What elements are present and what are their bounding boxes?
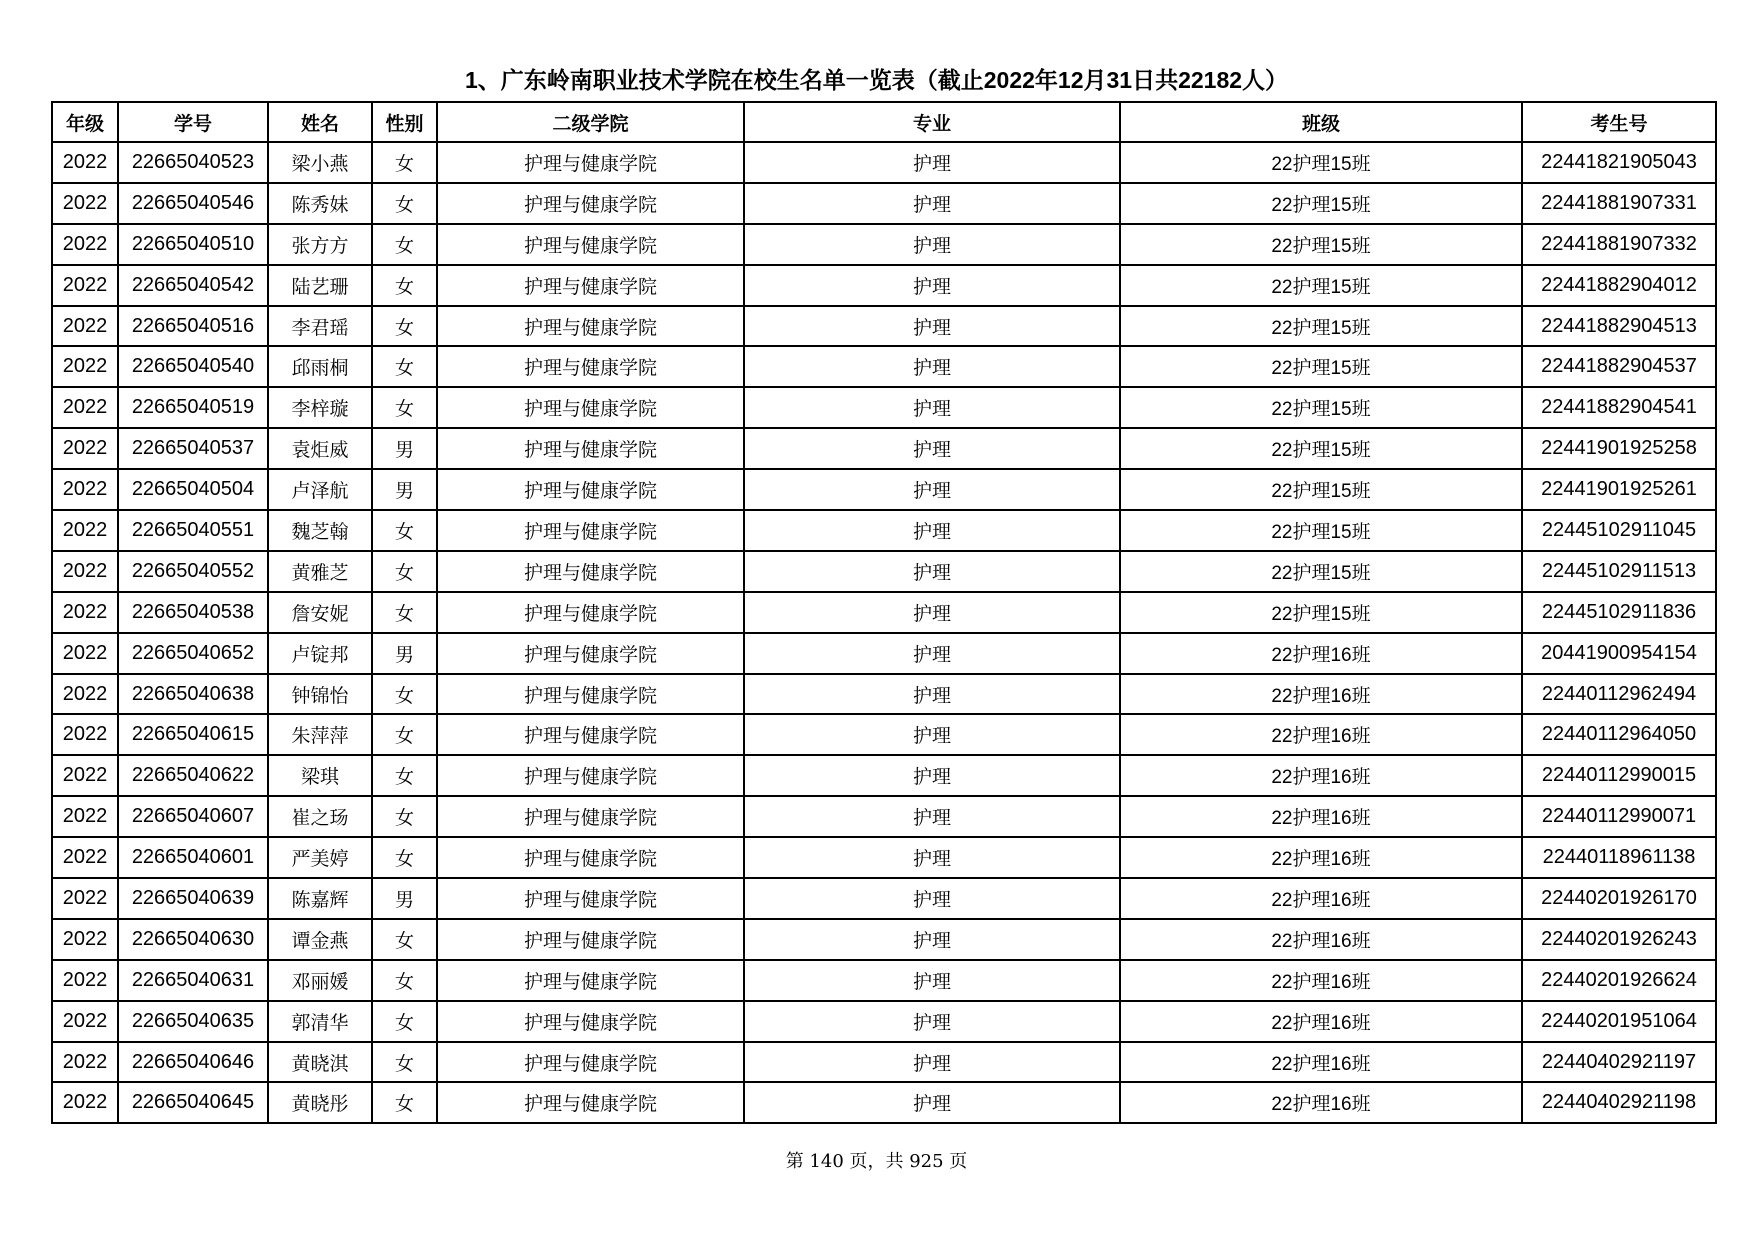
name-cell: 钟锦怡 xyxy=(268,674,372,715)
student-id-cell: 22665040622 xyxy=(118,755,268,796)
gender-cell: 女 xyxy=(372,306,437,347)
college-cell: 护理与健康学院 xyxy=(437,633,744,674)
header-grade: 年级 xyxy=(52,102,118,142)
student-id-cell: 22665040538 xyxy=(118,592,268,633)
college-cell: 护理与健康学院 xyxy=(437,306,744,347)
header-college: 二级学院 xyxy=(437,102,744,142)
class-cell: 22护理16班 xyxy=(1120,1042,1522,1083)
major-cell: 护理 xyxy=(744,714,1120,755)
table-row xyxy=(52,592,1716,633)
grade-cell: 2022 xyxy=(52,265,118,306)
class-cell: 22护理16班 xyxy=(1120,674,1522,715)
name-cell: 卢泽航 xyxy=(268,469,372,510)
college-cell: 护理与健康学院 xyxy=(437,469,744,510)
name-cell: 谭金燕 xyxy=(268,919,372,960)
gender-cell: 女 xyxy=(372,510,437,551)
student-id-cell: 22665040552 xyxy=(118,551,268,592)
gender-cell: 女 xyxy=(372,1042,437,1083)
student-id-cell: 22665040510 xyxy=(118,224,268,265)
major-cell: 护理 xyxy=(744,960,1120,1001)
table-row xyxy=(52,919,1716,960)
class-cell: 22护理15班 xyxy=(1120,183,1522,224)
grade-cell: 2022 xyxy=(52,960,118,1001)
name-cell: 詹安妮 xyxy=(268,592,372,633)
name-cell: 魏芝翰 xyxy=(268,510,372,551)
gender-cell: 女 xyxy=(372,387,437,428)
grade-cell: 2022 xyxy=(52,592,118,633)
class-cell: 22护理16班 xyxy=(1120,755,1522,796)
college-cell: 护理与健康学院 xyxy=(437,592,744,633)
exam-id-cell: 22440201926170 xyxy=(1522,878,1716,919)
gender-cell: 女 xyxy=(372,960,437,1001)
grade-cell: 2022 xyxy=(52,714,118,755)
student-id-cell: 22665040638 xyxy=(118,674,268,715)
exam-id-cell: 22441882904537 xyxy=(1522,346,1716,387)
major-cell: 护理 xyxy=(744,1042,1120,1083)
name-cell: 邓丽媛 xyxy=(268,960,372,1001)
student-id-cell: 22665040630 xyxy=(118,919,268,960)
gender-cell: 女 xyxy=(372,919,437,960)
page-footer: 第 140 页，共 925 页 xyxy=(785,1151,968,1172)
student-id-cell: 22665040540 xyxy=(118,346,268,387)
student-id-cell: 22665040635 xyxy=(118,1001,268,1042)
table-row xyxy=(52,1082,1716,1123)
student-id-cell: 22665040551 xyxy=(118,510,268,551)
header-student-id: 学号 xyxy=(118,102,268,142)
major-cell: 护理 xyxy=(744,592,1120,633)
college-cell: 护理与健康学院 xyxy=(437,510,744,551)
exam-id-cell: 22440402921197 xyxy=(1522,1042,1716,1083)
class-cell: 22护理16班 xyxy=(1120,1082,1522,1123)
table-row xyxy=(52,960,1716,1001)
name-cell: 袁炬威 xyxy=(268,428,372,469)
student-id-cell: 22665040601 xyxy=(118,837,268,878)
table-row xyxy=(52,551,1716,592)
student-roster-table xyxy=(51,101,1717,1124)
college-cell: 护理与健康学院 xyxy=(437,960,744,1001)
college-cell: 护理与健康学院 xyxy=(437,919,744,960)
class-cell: 22护理16班 xyxy=(1120,1001,1522,1042)
major-cell: 护理 xyxy=(744,142,1120,183)
table-row xyxy=(52,510,1716,551)
college-cell: 护理与健康学院 xyxy=(437,796,744,837)
college-cell: 护理与健康学院 xyxy=(437,387,744,428)
table-row xyxy=(52,1001,1716,1042)
class-cell: 22护理16班 xyxy=(1120,837,1522,878)
header-exam-id: 考生号 xyxy=(1522,102,1716,142)
grade-cell: 2022 xyxy=(52,387,118,428)
table-row xyxy=(52,346,1716,387)
gender-cell: 女 xyxy=(372,142,437,183)
class-cell: 22护理15班 xyxy=(1120,551,1522,592)
gender-cell: 女 xyxy=(372,674,437,715)
major-cell: 护理 xyxy=(744,878,1120,919)
major-cell: 护理 xyxy=(744,1082,1120,1123)
grade-cell: 2022 xyxy=(52,919,118,960)
grade-cell: 2022 xyxy=(52,510,118,551)
table-row xyxy=(52,306,1716,347)
grade-cell: 2022 xyxy=(52,837,118,878)
class-cell: 22护理15班 xyxy=(1120,224,1522,265)
gender-cell: 男 xyxy=(372,428,437,469)
class-cell: 22护理16班 xyxy=(1120,714,1522,755)
major-cell: 护理 xyxy=(744,224,1120,265)
class-cell: 22护理15班 xyxy=(1120,592,1522,633)
name-cell: 崔之玚 xyxy=(268,796,372,837)
table-row xyxy=(52,633,1716,674)
name-cell: 黄雅芝 xyxy=(268,551,372,592)
gender-cell: 男 xyxy=(372,469,437,510)
class-cell: 22护理15班 xyxy=(1120,387,1522,428)
exam-id-cell: 22440112990015 xyxy=(1522,755,1716,796)
college-cell: 护理与健康学院 xyxy=(437,142,744,183)
exam-id-cell: 22440201951064 xyxy=(1522,1001,1716,1042)
exam-id-cell: 22440201926624 xyxy=(1522,960,1716,1001)
name-cell: 张方方 xyxy=(268,224,372,265)
grade-cell: 2022 xyxy=(52,428,118,469)
name-cell: 卢锭邦 xyxy=(268,633,372,674)
exam-id-cell: 22441821905043 xyxy=(1522,142,1716,183)
name-cell: 李梓璇 xyxy=(268,387,372,428)
college-cell: 护理与健康学院 xyxy=(437,1001,744,1042)
exam-id-cell: 22441881907332 xyxy=(1522,224,1716,265)
major-cell: 护理 xyxy=(744,469,1120,510)
exam-id-cell: 22440118961138 xyxy=(1522,837,1716,878)
exam-id-cell: 22440112964050 xyxy=(1522,714,1716,755)
name-cell: 陈嘉辉 xyxy=(268,878,372,919)
table-row xyxy=(52,469,1716,510)
gender-cell: 女 xyxy=(372,796,437,837)
major-cell: 护理 xyxy=(744,796,1120,837)
exam-id-cell: 22441881907331 xyxy=(1522,183,1716,224)
major-cell: 护理 xyxy=(744,183,1120,224)
grade-cell: 2022 xyxy=(52,796,118,837)
student-id-cell: 22665040519 xyxy=(118,387,268,428)
table-row xyxy=(52,878,1716,919)
grade-cell: 2022 xyxy=(52,755,118,796)
class-cell: 22护理16班 xyxy=(1120,796,1522,837)
exam-id-cell: 22441901925258 xyxy=(1522,428,1716,469)
name-cell: 梁琪 xyxy=(268,755,372,796)
class-cell: 22护理16班 xyxy=(1120,633,1522,674)
header-name: 姓名 xyxy=(268,102,372,142)
major-cell: 护理 xyxy=(744,755,1120,796)
header-class: 班级 xyxy=(1120,102,1522,142)
class-cell: 22护理15班 xyxy=(1120,142,1522,183)
class-cell: 22护理15班 xyxy=(1120,469,1522,510)
college-cell: 护理与健康学院 xyxy=(437,714,744,755)
name-cell: 李君瑶 xyxy=(268,306,372,347)
gender-cell: 女 xyxy=(372,265,437,306)
exam-id-cell: 22445102911836 xyxy=(1522,592,1716,633)
student-id-cell: 22665040615 xyxy=(118,714,268,755)
class-cell: 22护理16班 xyxy=(1120,919,1522,960)
exam-id-cell: 22445102911045 xyxy=(1522,510,1716,551)
student-id-cell: 22665040645 xyxy=(118,1082,268,1123)
class-cell: 22护理16班 xyxy=(1120,960,1522,1001)
class-cell: 22护理15班 xyxy=(1120,428,1522,469)
name-cell: 郭清华 xyxy=(268,1001,372,1042)
college-cell: 护理与健康学院 xyxy=(437,346,744,387)
gender-cell: 女 xyxy=(372,714,437,755)
gender-cell: 女 xyxy=(372,346,437,387)
class-cell: 22护理15班 xyxy=(1120,346,1522,387)
class-cell: 22护理15班 xyxy=(1120,306,1522,347)
major-cell: 护理 xyxy=(744,674,1120,715)
student-id-cell: 22665040631 xyxy=(118,960,268,1001)
exam-id-cell: 22441882904541 xyxy=(1522,387,1716,428)
college-cell: 护理与健康学院 xyxy=(437,428,744,469)
exam-id-cell: 22441901925261 xyxy=(1522,469,1716,510)
name-cell: 黄晓彤 xyxy=(268,1082,372,1123)
exam-id-cell: 22440201926243 xyxy=(1522,919,1716,960)
name-cell: 梁小燕 xyxy=(268,142,372,183)
gender-cell: 男 xyxy=(372,633,437,674)
gender-cell: 女 xyxy=(372,224,437,265)
grade-cell: 2022 xyxy=(52,142,118,183)
major-cell: 护理 xyxy=(744,1001,1120,1042)
college-cell: 护理与健康学院 xyxy=(437,183,744,224)
college-cell: 护理与健康学院 xyxy=(437,1042,744,1083)
name-cell: 邱雨桐 xyxy=(268,346,372,387)
grade-cell: 2022 xyxy=(52,224,118,265)
student-id-cell: 22665040504 xyxy=(118,469,268,510)
gender-cell: 男 xyxy=(372,878,437,919)
grade-cell: 2022 xyxy=(52,346,118,387)
grade-cell: 2022 xyxy=(52,1001,118,1042)
name-cell: 朱萍萍 xyxy=(268,714,372,755)
table-row xyxy=(52,755,1716,796)
table-row xyxy=(52,183,1716,224)
student-id-cell: 22665040523 xyxy=(118,142,268,183)
table-row xyxy=(52,674,1716,715)
table-header-row xyxy=(52,102,1716,142)
class-cell: 22护理15班 xyxy=(1120,510,1522,551)
grade-cell: 2022 xyxy=(52,183,118,224)
college-cell: 护理与健康学院 xyxy=(437,224,744,265)
major-cell: 护理 xyxy=(744,265,1120,306)
table-row xyxy=(52,796,1716,837)
student-id-cell: 22665040646 xyxy=(118,1042,268,1083)
college-cell: 护理与健康学院 xyxy=(437,1082,744,1123)
table-row xyxy=(52,428,1716,469)
major-cell: 护理 xyxy=(744,428,1120,469)
major-cell: 护理 xyxy=(744,551,1120,592)
major-cell: 护理 xyxy=(744,837,1120,878)
college-cell: 护理与健康学院 xyxy=(437,878,744,919)
gender-cell: 女 xyxy=(372,1082,437,1123)
class-cell: 22护理16班 xyxy=(1120,878,1522,919)
gender-cell: 女 xyxy=(372,755,437,796)
student-id-cell: 22665040652 xyxy=(118,633,268,674)
table-row xyxy=(52,1042,1716,1083)
table-row xyxy=(52,142,1716,183)
major-cell: 护理 xyxy=(744,633,1120,674)
grade-cell: 2022 xyxy=(52,551,118,592)
header-major: 专业 xyxy=(744,102,1120,142)
grade-cell: 2022 xyxy=(52,1042,118,1083)
exam-id-cell: 20441900954154 xyxy=(1522,633,1716,674)
student-id-cell: 22665040607 xyxy=(118,796,268,837)
exam-id-cell: 22440112962494 xyxy=(1522,674,1716,715)
table-row xyxy=(52,265,1716,306)
table-row xyxy=(52,224,1716,265)
grade-cell: 2022 xyxy=(52,306,118,347)
student-id-cell: 22665040537 xyxy=(118,428,268,469)
college-cell: 护理与健康学院 xyxy=(437,837,744,878)
grade-cell: 2022 xyxy=(52,633,118,674)
major-cell: 护理 xyxy=(744,346,1120,387)
college-cell: 护理与健康学院 xyxy=(437,755,744,796)
major-cell: 护理 xyxy=(744,387,1120,428)
student-id-cell: 22665040542 xyxy=(118,265,268,306)
table-row xyxy=(52,837,1716,878)
gender-cell: 女 xyxy=(372,837,437,878)
table-row xyxy=(52,714,1716,755)
exam-id-cell: 22441882904513 xyxy=(1522,306,1716,347)
name-cell: 陈秀妹 xyxy=(268,183,372,224)
name-cell: 陆艺珊 xyxy=(268,265,372,306)
college-cell: 护理与健康学院 xyxy=(437,674,744,715)
name-cell: 黄晓淇 xyxy=(268,1042,372,1083)
gender-cell: 女 xyxy=(372,1001,437,1042)
college-cell: 护理与健康学院 xyxy=(437,551,744,592)
grade-cell: 2022 xyxy=(52,674,118,715)
grade-cell: 2022 xyxy=(52,1082,118,1123)
grade-cell: 2022 xyxy=(52,469,118,510)
exam-id-cell: 22441882904012 xyxy=(1522,265,1716,306)
table-row xyxy=(52,387,1716,428)
gender-cell: 女 xyxy=(372,183,437,224)
student-id-cell: 22665040516 xyxy=(118,306,268,347)
exam-id-cell: 22445102911513 xyxy=(1522,551,1716,592)
major-cell: 护理 xyxy=(744,510,1120,551)
header-gender: 性别 xyxy=(372,102,437,142)
grade-cell: 2022 xyxy=(52,878,118,919)
page-title: 1、广东岭南职业技术学院在校生名单一览表（截止2022年12月31日共22182人） xyxy=(464,67,1289,93)
student-id-cell: 22665040639 xyxy=(118,878,268,919)
major-cell: 护理 xyxy=(744,919,1120,960)
gender-cell: 女 xyxy=(372,551,437,592)
student-id-cell: 22665040546 xyxy=(118,183,268,224)
name-cell: 严美婷 xyxy=(268,837,372,878)
exam-id-cell: 22440402921198 xyxy=(1522,1082,1716,1123)
class-cell: 22护理15班 xyxy=(1120,265,1522,306)
gender-cell: 女 xyxy=(372,592,437,633)
exam-id-cell: 22440112990071 xyxy=(1522,796,1716,837)
college-cell: 护理与健康学院 xyxy=(437,265,744,306)
major-cell: 护理 xyxy=(744,306,1120,347)
